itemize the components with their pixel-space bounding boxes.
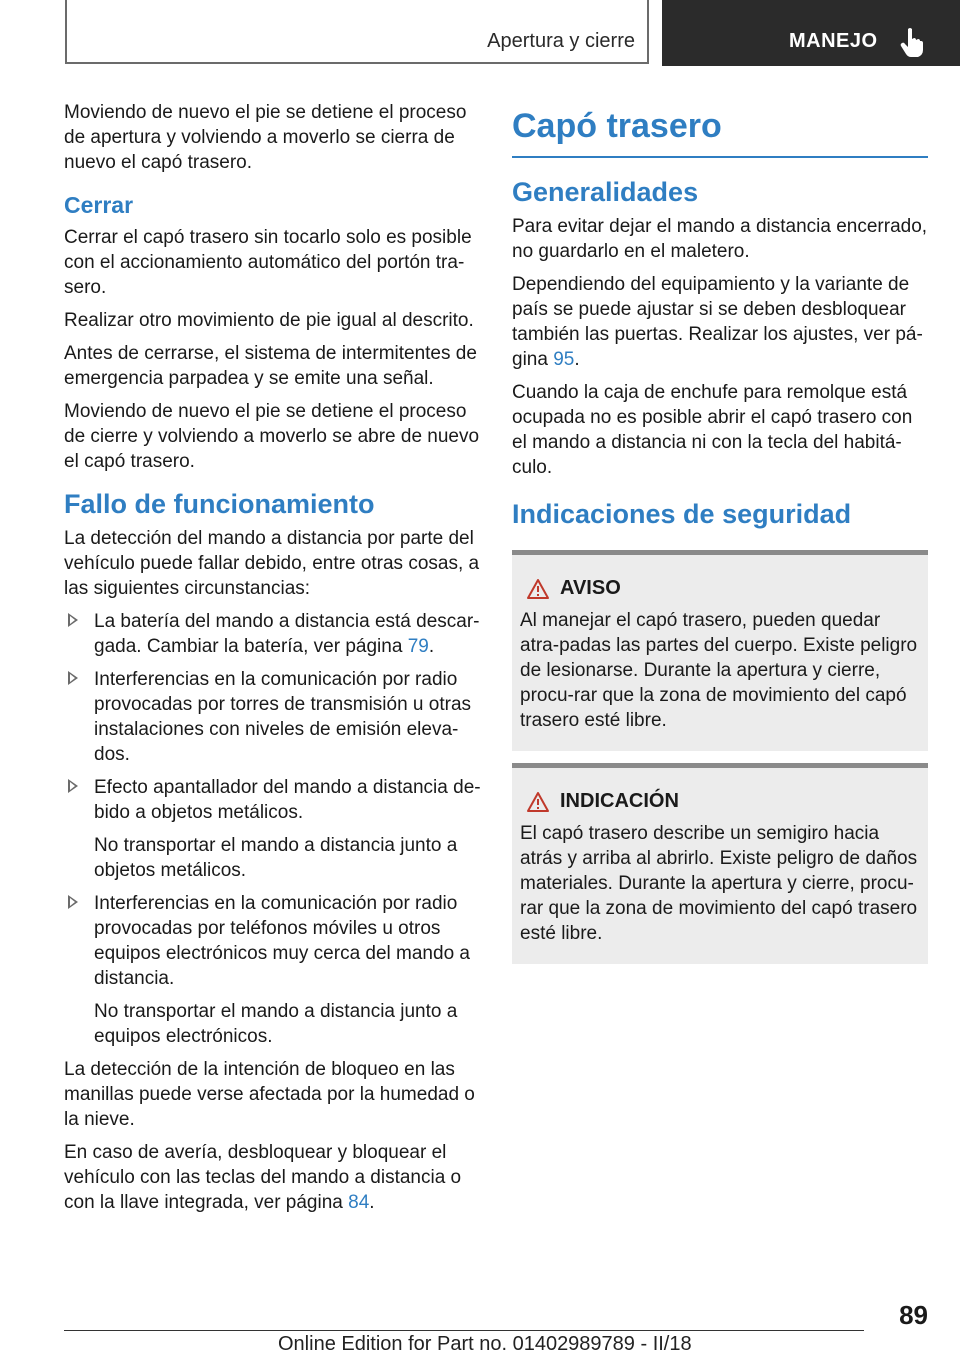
fault-intro: La detección del mando a distancia por parte del vehículo puede fallar debido, entre otras cosas, a las siguientes circunstancias: — [64, 528, 480, 599]
page-number: 89 — [899, 1300, 928, 1330]
list-item-text: La batería del mando a distancia está descar‐gada. Cambiar la batería, ver página — [94, 611, 480, 657]
triangle-bullet-icon — [68, 895, 78, 909]
warning-triangle-icon — [526, 791, 550, 813]
header-chapter-tab — [662, 0, 960, 66]
page-link-79[interactable]: 79 — [407, 636, 429, 657]
close-heading: Cerrar — [64, 192, 134, 218]
close-paragraph-2: Realizar otro movimiento de pie igual al descrito. — [64, 310, 474, 331]
notice-box — [512, 763, 928, 964]
right-column — [512, 100, 928, 976]
page-link-95[interactable]: 95 — [553, 349, 575, 370]
close-paragraph-4: Moviendo de nuevo el pie se detiene el proceso de cierre y volviendo a moverlo se abre de nuevo el capó trasero. — [64, 401, 480, 472]
list-item: La batería del mando a distancia está descar‐gada. Cambiar la batería, ver página 79. — [64, 609, 482, 659]
outro-paragraph-1: La detección de la intención de bloqueo en las manillas puede verse afectada por la humedad o la nieve. — [64, 1059, 475, 1130]
list-item-text: Interferencias en la comunicación por radio provocadas por teléfonos móviles u otros equipos electrónicos muy cerca del mando a distancia. — [94, 893, 470, 989]
footer-divider — [64, 1330, 864, 1331]
warning-triangle-icon — [526, 578, 550, 600]
close-paragraph-1: Cerrar el capó trasero sin tocarlo solo es posible con el accionamiento automático del portón tra‐sero. — [64, 227, 472, 298]
hand-pointer-icon — [899, 27, 925, 57]
intro-paragraph: Moviendo de nuevo el pie se detiene el proceso de apertura y volviendo a moverlo se cierra de nuevo el capó trasero. — [64, 102, 467, 173]
outro-paragraph-2: En caso de avería, desbloquear y bloquear el vehículo con las teclas del mando a distancia o con la llave integrada, ver página 84. — [64, 1142, 462, 1213]
fault-heading: Fallo de funcionamiento — [64, 489, 375, 519]
general-heading: Generalidades — [512, 177, 699, 207]
safety-heading: Indicaciones de seguridad — [512, 499, 852, 529]
list-item-note: No transportar el mando a distancia junto a equipos electrónicos. — [94, 1001, 458, 1047]
general-paragraph-1: Para evitar dejar el mando a distancia encerrado, no guardarlo en el maletero. — [512, 216, 928, 262]
left-column — [64, 100, 482, 1223]
page-link-84[interactable]: 84 — [348, 1192, 370, 1213]
triangle-bullet-icon — [68, 613, 78, 627]
general-paragraph-2: Dependiendo del equipamiento y la variante de país se puede ajustar si se deben desbloquear también las puertas. Realizar los ajustes, ver pá‐gina 95. — [512, 274, 923, 370]
list-item — [64, 775, 482, 883]
general-paragraph-3: Cuando la caja de enchufe para remolque está ocupada no es posible abrir el capó trasero con el mando a distancia ni con la tecla del habitá‐culo. — [512, 382, 913, 478]
footer-edition: Online Edition for Part no. 01402989789 - II/18 — [278, 1333, 692, 1355]
list-item-text: Interferencias en la comunicación por radio provocadas por torres de transmisión u otras instalaciones con niveles de emisión eleva‐dos. — [94, 669, 472, 765]
warning-text: Al manejar el capó trasero, pueden quedar atra‐padas las partes del cuerpo. Existe peligro de lesionarse. Durante la apertura y cierre, procu‐rar que la zona de movimiento del capó trasero esté libre. — [520, 610, 918, 731]
triangle-bullet-icon — [68, 779, 78, 793]
warning-label: AVISO — [560, 577, 621, 599]
page-title: Capó trasero — [512, 100, 928, 158]
header-section-box — [65, 0, 649, 64]
list-item-note: No transportar el mando a distancia junto a objetos metálicos. — [94, 835, 458, 881]
header-chapter-label: MANEJO — [789, 30, 878, 52]
notice-label: INDICACIÓN — [560, 790, 679, 812]
list-item — [64, 667, 482, 767]
notice-text: El capó trasero describe un semigiro hacia atrás y arriba al abrirlo. Existe peligro de daños materiales. Durante la apertura y cierre, procu‐rar que la zona de movimiento del capó trasero esté libre. — [520, 823, 918, 944]
fault-list — [64, 609, 482, 1049]
triangle-bullet-icon — [68, 671, 78, 685]
close-paragraph-3: Antes de cerrarse, el sistema de intermitentes de emergencia parpadea y se emite una señal. — [64, 343, 477, 389]
warning-box — [512, 550, 928, 751]
list-item-text: Efecto apantallador del mando a distancia de‐bido a objetos metálicos. — [94, 777, 481, 823]
list-item — [64, 891, 482, 1049]
header-section-title: Apertura y cierre — [487, 30, 635, 52]
